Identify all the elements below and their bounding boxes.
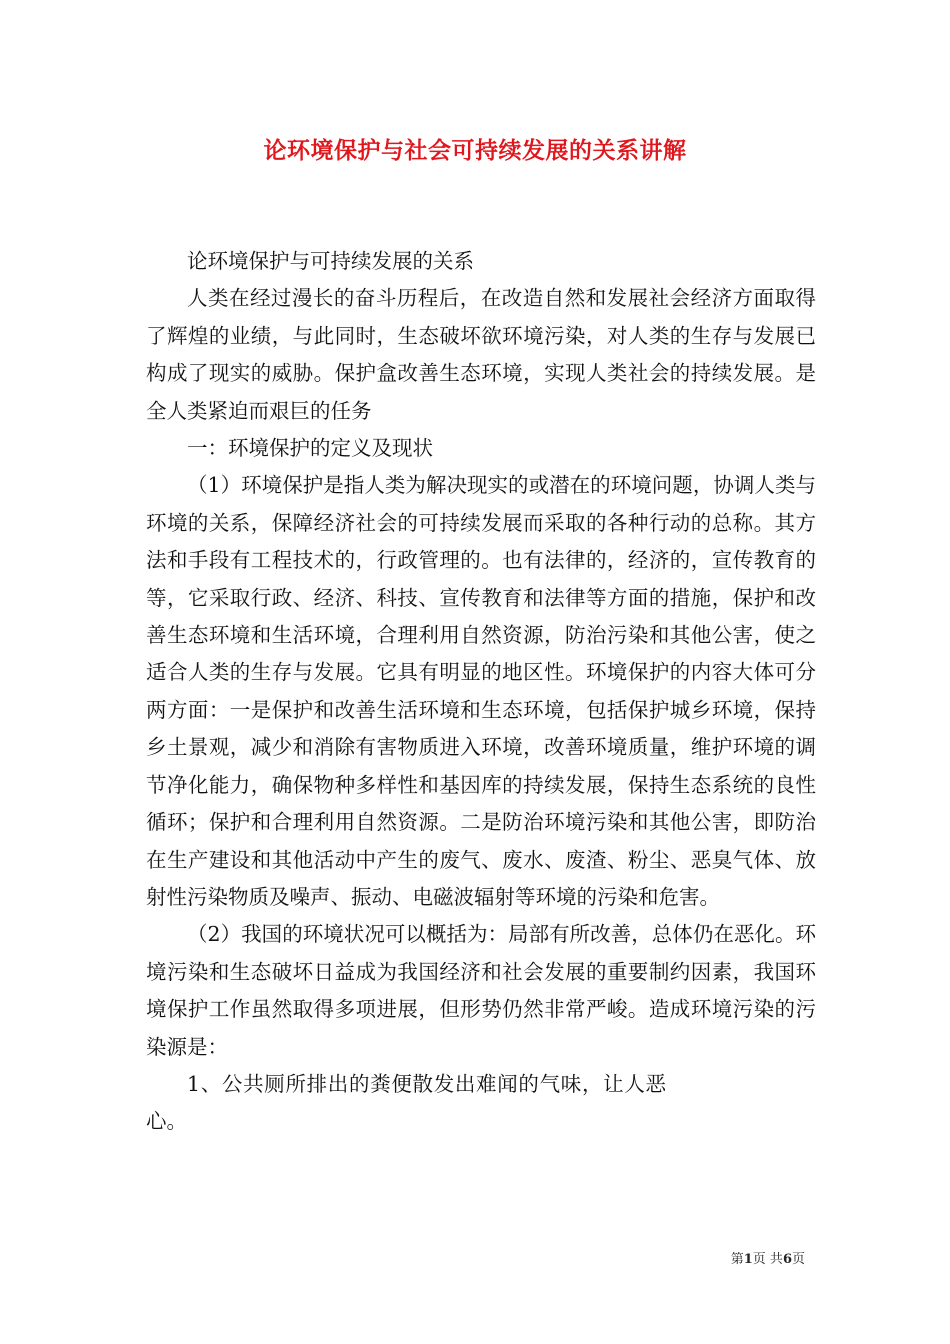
page-suffix: 页 [791,1252,805,1267]
document-body [146,243,816,1141]
page-middle: 页 共 [752,1252,783,1267]
document-title: 论环境保护与社会可持续发展的关系讲解 [263,137,687,164]
list-item-1: 1、公共厕所排出的粪便散发出难闻的气味，让人恶心。 [146,1071,666,1134]
paragraph-intro: 人类在经过漫长的奋斗历程后，在改造自然和发展社会经济方面取得了辉煌的业绩，与此同时，生态破坏欲环境污染，对人类的生存与发展已构成了现实的威胁。保护盒改善生态环境，实现人类社会的持续发展。是全人类紧迫而艰巨的任务 [146,286,816,423]
section-heading-definition: 一：环境保护的定义及现状 [187,436,433,461]
paragraph-definition: （1）环境保护是指人类为解决现实的或潜在的环境问题，协调人类与环境的关系，保障经济社会的可持续发展而采取的各种行动的总称。其方法和手段有工程技术的，行政管理的。也有法律的，经济的，宣传教育的等，它采取行政、经济、科技、宣传教育和法律等方面的措施，保护和改善生态环境和生活环境，合理利用自然资源，防治污染和其他公害，使之适合人类的生存与发展。它具有明显的地区性。环境保护的内容大体可分两方面：一是保护和改善生活环境和生态环境，包括保护城乡环境，保持乡土景观，减少和消除有害物质进入环境，改善环境质量，维护环境的调节净化能力，确保物种多样性和基因库的持续发展，保持生态系统的良性循环；保护和合理利用自然资源。二是防治环境污染和其他公害，即防治在生产建设和其他活动中产生的废气、废水、废渣、粉尘、恶臭气体、放射性污染物质及噪声、振动、电磁波辐射等环境的污染和危害。 [146,473,816,909]
page-prefix: 第 [730,1252,744,1267]
current-page: 1 [743,1252,753,1267]
section-heading: 论环境保护与可持续发展的关系 [187,249,474,273]
paragraph-status: （2）我国的环境状况可以概括为：局部有所改善，总体仍在恶化。环境污染和生态破坏日益成为我国经济和社会发展的重要制约因素，我国环境保护工作虽然取得多项进展，但形势仍然非常严峻。造成环境污染的污染源是： [146,922,816,1059]
page-number [731,1248,805,1267]
total-pages: 6 [782,1252,792,1267]
